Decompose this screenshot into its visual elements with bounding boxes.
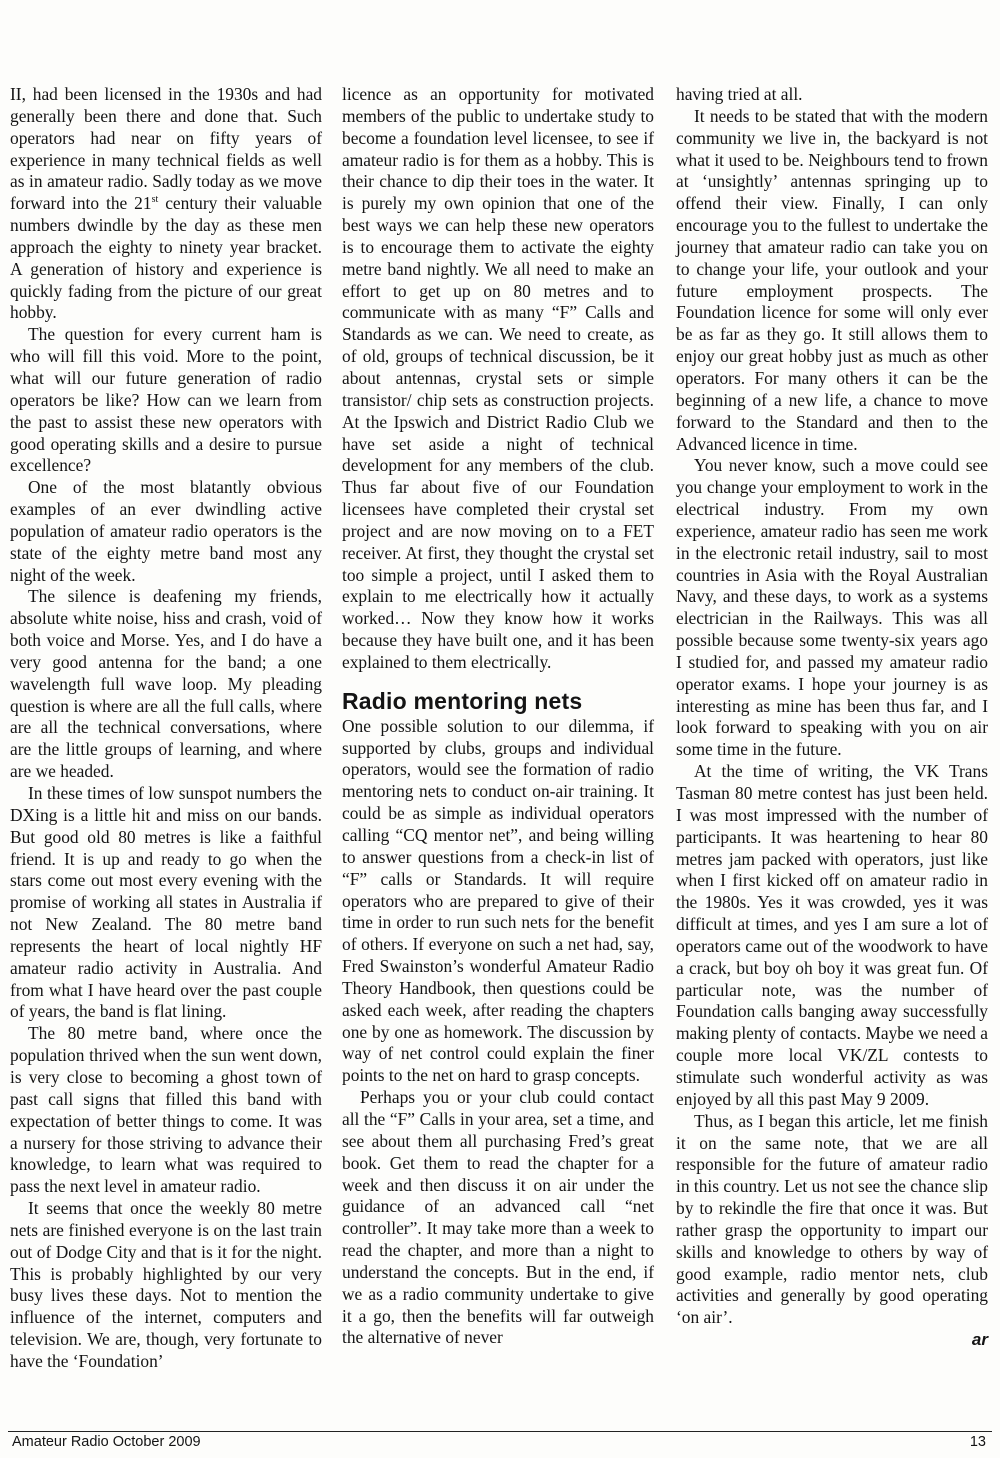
superscript: st <box>151 194 159 206</box>
paragraph: At the time of writing, the VK Trans Tasman 80 metre contest has just been held. I was most impressed with the number of participants. It was heartening to hear 80 metres jam packed with operators, just like when I first kicked off on amateur radio in the 1980s. Yes it was crowded, yes it was difficult at times, and yes I am sure a lot of operators came out of the woodwork to have a crack, but boy oh boy it was great fun. Of particular note, was the number of Foundation calls banging away successfully making plenty of contacts. Maybe we need a couple more local VK/ZL contests to stimulate such wonderful activity as was enjoyed by all this past May 9 2009. <box>676 761 988 1109</box>
text-run: II, had been licensed in the 1930s and had generally been there and done that. Such operators had near on fifty years of experience in many technical fields as well as in amateur radio. Sadly today as we move forward into the 21 <box>10 84 322 214</box>
paragraph: One possible solution to our dilemma, if supported by clubs, groups and individual operators, would see the formation of radio mentoring nets to conduct on-air training. It could be as simple as individual operators calling “CQ mentor net”, and being willing to answer questions from a check-in list of “F” calls or Standards. It will require operators who are prepared to give of their time in order to run such nets for the benefit of others. If everyone on such a net had, say, Fred Swainston’s wonderful Amateur Radio Theory Handbook, then questions could be asked each week, after reading the chapters one by one as homework. The discussion by way of net control could explain the finer points to the net on hard to grasp concepts. <box>342 715 654 1086</box>
paragraph: It seems that once the weekly 80 metre nets are finished everyone is on the last train out of Dodge City and that is it for the night. This is probably highlighted by our very busy lives these days. Not to mention the influence of the internet, computers and television. We are, though, very fortunate to have the ‘Foundation’ <box>10 1198 322 1371</box>
paragraph: In these times of low sunspot numbers the DXing is a little hit and miss on our bands. But good old 80 metres is like a faithful friend. It is up and ready to go when the stars come out most every evening with the promise of working all states in Australia if not New Zealand. The 80 metre band represents the heart of local nightly HF amateur radio activity in Australia. And from what I have heard over the past couple of years, the band is flat lining. <box>10 783 322 1022</box>
article-column-3 <box>676 84 988 1351</box>
article-end-mark: ar <box>971 1330 988 1350</box>
paragraph: The silence is deafening my friends, absolute white noise, hiss and crash, void of both voice and Morse. Yes, and I do have a very good antenna for the band; a one wavelength full wave loop. My pleading question is where are all the full calls, where are all the technical conversations, where are the little groups of learning, and where are we headed. <box>10 586 322 782</box>
page-number: 13 <box>969 1434 986 1450</box>
footer-publication: Amateur Radio October 2009 <box>12 1434 201 1450</box>
paragraph: The 80 metre band, where once the population thrived when the sun went down, is very close to becoming a ghost town of past call signs that filled this band with expectation of better things to come. It was a nursery for those striving to advance their knowledge, to learn what was required to pass the next level in amateur radio. <box>10 1023 322 1197</box>
paragraph: One of the most blatantly obvious examples of an ever dwindling active population of amateur radio operators is the state of the eighty metre band most any night of the week. <box>10 477 322 585</box>
paragraph: Perhaps you or your club could contact all the “F” Calls in your area, set a time, and see about them all purchasing Fred’s great book. Get them to read the chapter for a week and then discuss it on air under the guidance of an advanced call “net controller”. It may take more than a week to read the chapter, and more than a night to understand the concepts. But in the end, if we as a radio community undertake to give it a go, then the benefits will far outweigh the alternative of never <box>342 1087 654 1348</box>
paragraph <box>10 84 322 324</box>
text-run: century their valuable numbers dwindle by the day as these men approach the eighty to ninety year bracket. A generation of history and experience is quickly fading from the picture of our great hobby. <box>10 193 323 323</box>
paragraph: You never know, such a move could see you change your employment to work in the electrical industry. From my own experience, amateur radio has seen me work in the electronic retail industry, sail to most countries in Asia with the Royal Australian Navy, and these days, to work as a systems electrician in the Railways. This was all possible because some twenty-six years ago I studied for, and passed my amateur radio operator exams. I hope your journey is as interesting as mine has been thus far, and I look forward to speaking with you on air some time in the future. <box>676 455 988 760</box>
paragraph: Thus, as I began this article, let me finish it on the same note, that we are all responsible for the future of amateur radio in this country. Let us not see the chance slip by to rekindle the fire that once it was. But rather grasp the opportunity to impart our skills and knowledge to others by way of good example, radio mentor nets, club activities and generally by good operating ‘on air’. <box>676 1110 988 1328</box>
paragraph: having tried at all. <box>676 84 803 104</box>
paragraph: It needs to be stated that with the modern community we live in, the backyard is not what it used to be. Neighbours tend to frown at ‘unsightly’ antennas springing up to offend their view. Finally, I can only encourage you to the fullest to undertake the journey that amateur radio can take you on to change your life, your outlook and your future employment prospects. The Foundation licence for some will only ever be as far as they go. It still allows them to enjoy our great hobby just as much as other operators. For many others it can be the beginning of a new life, a chance to move forward to the Standard and then to the Advanced licence in time. <box>676 105 988 454</box>
section-heading: Radio mentoring nets <box>342 687 583 714</box>
footer-divider <box>8 1431 992 1432</box>
paragraph: The question for every current ham is who will fill this void. More to the point, what will our future generation of radio operators be like? How can we learn from the past to assist these new operators with good operating skills and a desire to pursue excellence? <box>10 324 322 476</box>
article-column-2 <box>342 84 654 1349</box>
paragraph: licence as an opportunity for motivated members of the public to undertake study to become a foundation level licensee, to see if amateur radio is for them as a hobby. This is their chance to dip their toes in the water. It is purely my own opinion that one of the best ways we can help these new operators is to encourage them to activate the eighty metre band nightly. We all need to make an effort to get up on 80 metres and to communicate with as many “F” Calls and Standards as we can. We need to create, as of old, groups of technical discussion, be it about antennas, crystal sets or simple transistor/ chip sets as construction projects. At the Ipswich and District Radio Club we have set aside a night of technical development for any members of the club. Thus far about five of our Foundation licensees have completed their crystal set project and are now moving on to a FET receiver. At first, they thought the crystal set too simple a project, until I asked them to explain to me electrically how it actually worked… Now they know how it works because they have built one, and it has been explained to them electrically. <box>342 84 654 672</box>
article-column-1 <box>10 84 322 1373</box>
